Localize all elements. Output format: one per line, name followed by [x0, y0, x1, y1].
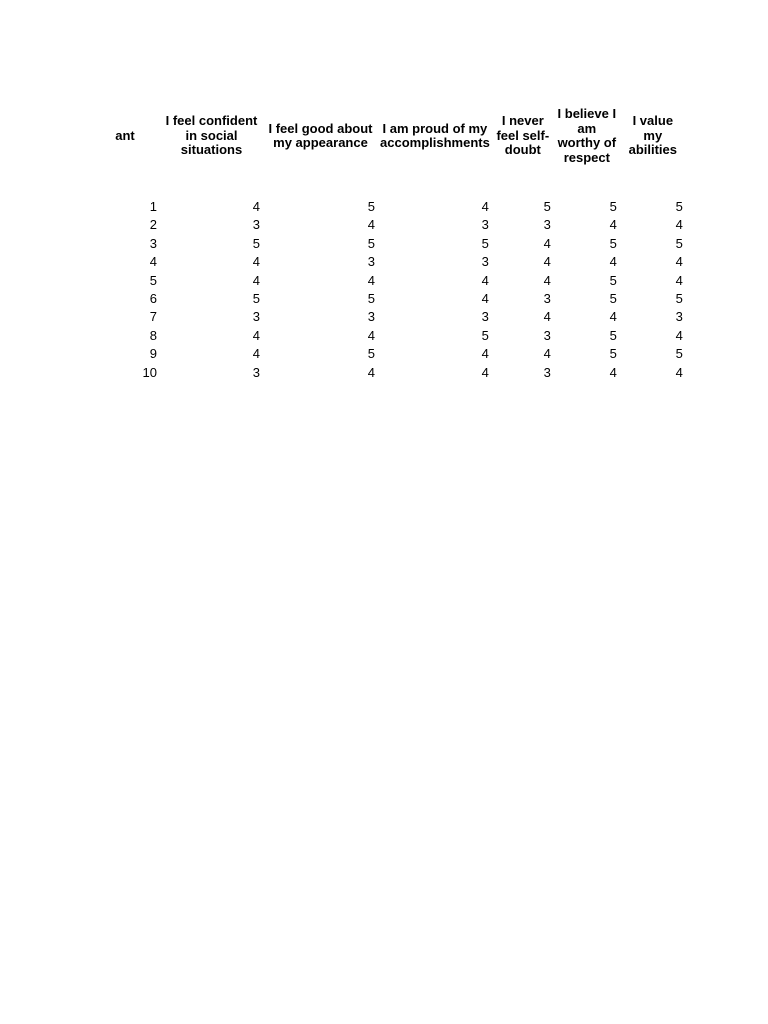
rating-cell: 5 — [609, 272, 617, 288]
table-row — [90, 308, 686, 326]
participant-id-cell: 7 — [149, 309, 157, 325]
participant-id-cell: 2 — [149, 217, 157, 233]
rating-cell: 4 — [481, 346, 489, 362]
rating-cell: 5 — [609, 346, 617, 362]
rating-cell: 3 — [481, 217, 489, 233]
rating-cell: 4 — [543, 309, 551, 325]
rating-cell: 4 — [543, 272, 551, 288]
participant-id-cell: 10 — [142, 364, 157, 380]
table-row — [90, 290, 686, 308]
rating-cell: 4 — [481, 364, 489, 380]
participant-id-cell: 4 — [149, 254, 157, 270]
participant-id-cell: 5 — [149, 272, 157, 288]
rating-cell: 3 — [252, 309, 260, 325]
column-header-proud-accomplishments: I am proud of my accomplishments — [380, 120, 490, 150]
rating-cell: 5 — [675, 235, 683, 251]
rating-cell: 3 — [543, 327, 551, 343]
table-body — [90, 170, 686, 382]
rating-cell: 5 — [609, 291, 617, 307]
table-row — [90, 216, 686, 234]
rating-cell: 5 — [367, 346, 375, 362]
rating-cell: 3 — [481, 309, 489, 325]
rating-cell: 4 — [481, 272, 489, 288]
rating-cell: 4 — [609, 217, 617, 233]
rating-cell: 5 — [543, 199, 551, 214]
rating-cell: 5 — [367, 291, 375, 307]
rating-cell: 4 — [252, 254, 260, 270]
rating-cell: 4 — [367, 217, 375, 233]
rating-cell: 3 — [543, 217, 551, 233]
rating-cell: 5 — [252, 235, 260, 251]
rating-cell: 3 — [543, 291, 551, 307]
rating-cell: 5 — [252, 291, 260, 307]
rating-cell: 4 — [609, 254, 617, 270]
rating-cell: 5 — [675, 291, 683, 307]
participant-id-cell: 8 — [149, 327, 157, 343]
survey-results-table — [90, 102, 686, 382]
rating-cell: 5 — [675, 346, 683, 362]
rating-cell: 3 — [543, 364, 551, 380]
participant-id-cell: 9 — [149, 346, 157, 362]
rating-cell: 3 — [367, 309, 375, 325]
rating-cell: 4 — [675, 327, 683, 343]
rating-cell: 4 — [675, 364, 683, 380]
rating-cell: 5 — [367, 235, 375, 251]
rating-cell: 4 — [252, 272, 260, 288]
rating-cell: 4 — [367, 327, 375, 343]
rating-cell: 5 — [609, 235, 617, 251]
spacer-cell — [90, 170, 686, 198]
rating-cell: 4 — [609, 364, 617, 380]
rating-cell: 4 — [252, 199, 260, 214]
rating-cell: 5 — [609, 327, 617, 343]
rating-cell: 4 — [367, 364, 375, 380]
rating-cell: 4 — [481, 199, 489, 214]
table-row — [90, 235, 686, 253]
rating-cell: 4 — [367, 272, 375, 288]
table-row — [90, 272, 686, 290]
participant-id-cell: 3 — [149, 235, 157, 251]
rating-cell: 3 — [481, 254, 489, 270]
participant-id-cell: 6 — [149, 291, 157, 307]
column-header-good-appearance: I feel good about my appearance — [268, 120, 373, 150]
rating-cell: 3 — [367, 254, 375, 270]
table-row — [90, 253, 686, 271]
table-row — [90, 364, 686, 382]
rating-cell: 4 — [675, 272, 683, 288]
column-header-value-abilities: I value my abilities — [628, 113, 678, 158]
column-header-participant: ant — [115, 127, 135, 143]
rating-cell: 4 — [252, 346, 260, 362]
rating-cell: 4 — [543, 235, 551, 251]
rating-cell: 3 — [675, 309, 683, 325]
rating-cell: 3 — [252, 364, 260, 380]
rating-cell: 5 — [609, 199, 617, 214]
rating-cell: 5 — [675, 199, 683, 214]
column-header-confident-social: I feel confident in social situations — [165, 113, 258, 158]
table-row — [90, 327, 686, 345]
rating-cell: 4 — [481, 291, 489, 307]
rating-cell: 4 — [543, 346, 551, 362]
rating-cell: 4 — [675, 217, 683, 233]
rating-cell: 3 — [252, 217, 260, 233]
participant-id-cell: 1 — [149, 199, 157, 214]
header-row — [90, 102, 686, 170]
rating-cell: 5 — [481, 235, 489, 251]
column-header-worthy-respect: I believe I am worthy of respect — [557, 106, 617, 165]
rating-cell: 5 — [481, 327, 489, 343]
spacer-row — [90, 170, 686, 198]
table-row — [90, 345, 686, 363]
rating-cell: 4 — [675, 254, 683, 270]
rating-cell: 5 — [367, 199, 375, 214]
rating-cell: 4 — [252, 327, 260, 343]
column-header-no-self-doubt: I never feel self-doubt — [496, 113, 550, 158]
rating-cell: 4 — [609, 309, 617, 325]
rating-cell: 4 — [543, 254, 551, 270]
table-row — [90, 198, 686, 216]
